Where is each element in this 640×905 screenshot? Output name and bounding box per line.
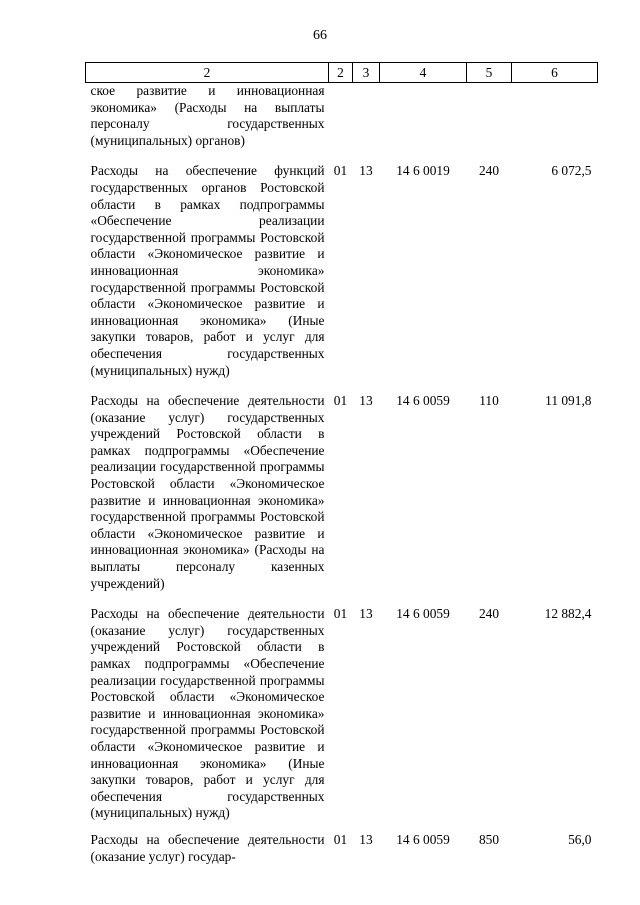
row-target-article: 14 6 0059 (396, 393, 450, 409)
header-cell-name: 2 (86, 63, 329, 83)
header-cell-expense-type: 5 (467, 63, 512, 83)
row-amount: 6 072,5 (551, 163, 592, 179)
row-amount: 11 091,8 (545, 393, 592, 409)
table-row (86, 149, 598, 379)
row-section: 01 (333, 393, 348, 409)
row-expense-type: 110 (479, 393, 499, 409)
header-cell-target-article: 4 (380, 63, 467, 83)
table-row (86, 592, 598, 822)
row-expense-type: 240 (478, 163, 500, 179)
row-expense-type: 240 (478, 606, 500, 622)
row-section (329, 83, 353, 150)
table-row (86, 83, 598, 150)
table-header-row (86, 63, 598, 83)
row-target-article (380, 83, 467, 150)
row-name: Расходы на обеспечение функций государственных органов Ростовской области в рамках подпрограммы «Обеспечение реализации государственной программы Ростовской области «Экономическое развитие и инновационная экономика» государственной программы Ростовской области «Экономическое развитие и инновационная экономика» (Иные закупки товаров, работ и услуг для обеспечения государственных (муниципальных) нужд) (90, 163, 325, 378)
row-target-article: 14 6 0059 (396, 606, 450, 622)
header-cell-amount: 6 (512, 63, 598, 83)
table-row (86, 822, 598, 865)
row-subsection: 13 (359, 393, 373, 409)
row-section: 01 (333, 163, 348, 179)
page-number: 66 (313, 28, 327, 43)
table-row (86, 379, 598, 592)
row-subsection: 13 (359, 831, 373, 847)
row-name: Расходы на обеспечение деятельности (оказание услуг) государственных учреждений Ростовской области в рамках подпрограммы «Обеспечение реализации государственной программы Ростовской области «Экономическое развитие и инновационная экономика» государственной программы Ростовской области «Экономическое развитие и инновационная экономика» (Расходы на выплаты персоналу казенных учреждений) (90, 393, 325, 591)
header-cell-section: 2 (329, 63, 353, 83)
row-amount (512, 83, 598, 150)
row-subsection: 13 (359, 606, 373, 622)
row-section: 01 (333, 606, 348, 622)
row-subsection: 13 (359, 163, 373, 179)
row-name: ское развитие и инновационная экономика» (Расходы на выплаты персоналу государственных (муниципальных) органов) (90, 83, 325, 148)
row-target-article: 14 6 0019 (396, 163, 450, 179)
row-expense-type: 850 (478, 831, 500, 847)
row-name: Расходы на обеспечение деятельности (оказание услуг) государственных учреждений Ростовской области в рамках подпрограммы «Обеспечение реализации государственной программы Ростовской области «Экономическое развитие и инновационная экономика» государственной программы Ростовской области «Экономическое развитие и инновационная экономика» (Иные закупки товаров, работ и услуг для обеспечения государственных (муниципальных) нужд) (90, 606, 325, 821)
row-target-article: 14 6 0059 (396, 831, 450, 847)
row-section: 01 (333, 831, 348, 847)
row-expense-type (467, 83, 512, 150)
header-cell-subsection: 3 (353, 63, 380, 83)
row-amount: 12 882,4 (544, 606, 592, 622)
row-subsection (353, 83, 380, 150)
row-name: Расходы на обеспечение деятельности (оказание услуг) государ- (90, 831, 325, 864)
row-amount: 56,0 (568, 831, 592, 847)
budget-table (85, 62, 598, 865)
